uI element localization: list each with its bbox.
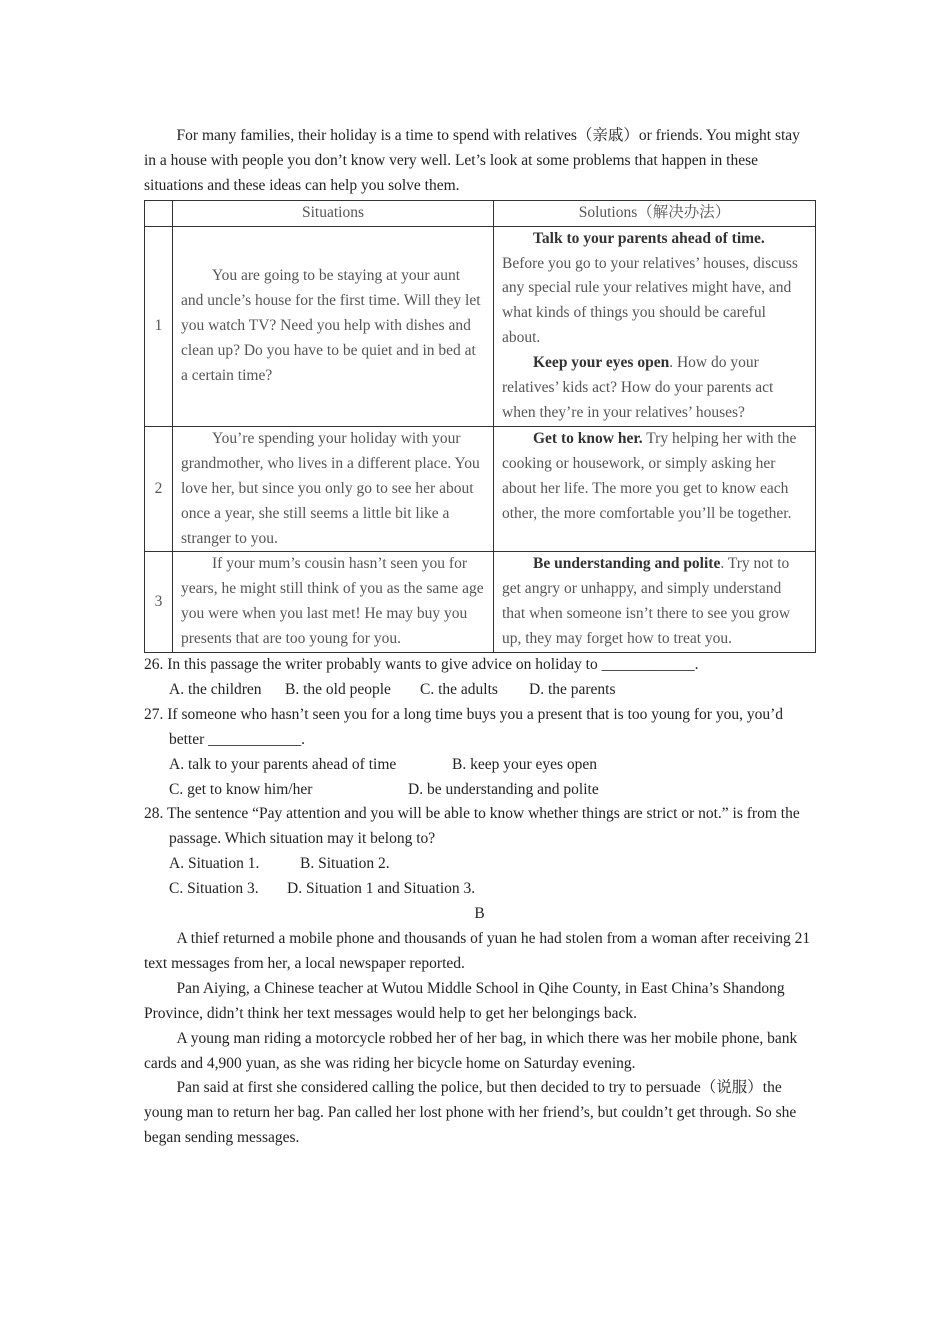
solution-cell — [494, 426, 816, 552]
solution-heading: Be understanding and polite — [533, 555, 721, 573]
row-number: 1 — [145, 226, 173, 426]
table-header-row — [145, 200, 816, 226]
intro-paragraph: For many families, their holiday is a time to spend with relatives（亲戚）or friends. You might stay in a house with people you don’t know very well. Let’s look at some problems that happen in these situations and these ideas can help you solve them. — [144, 127, 800, 194]
question-26 — [144, 653, 815, 703]
solution-paragraph — [502, 552, 807, 652]
solution-paragraph — [502, 427, 807, 527]
option-b: B. Situation 2. — [300, 855, 390, 873]
situation-text: You’re spending your holiday with your grandmother, who lives in a different place. You love her, but since you only go to see her about once a year, she still seems a little bit like a stranger to you. — [181, 429, 480, 547]
row-number: 3 — [145, 552, 173, 653]
option-b: B. keep your eyes open — [452, 755, 598, 773]
options-line — [144, 877, 815, 902]
option-a: A. talk to your parents ahead of time — [169, 755, 397, 773]
header-solutions: Solutions（解决办法） — [494, 200, 816, 226]
situation-cell — [173, 552, 494, 653]
options-line — [144, 753, 815, 778]
question-28 — [144, 802, 815, 902]
solution-heading: Get to know her. — [533, 429, 643, 447]
header-situations: Situations — [173, 200, 494, 226]
option-c: C. Situation 3. — [169, 880, 259, 898]
options-line — [144, 678, 815, 703]
solution-cell — [494, 226, 816, 426]
option-d: D. the parents — [529, 680, 616, 698]
options-line — [144, 778, 815, 803]
question-27 — [144, 703, 815, 803]
table-row — [145, 426, 816, 552]
question-stem: 28. The sentence “Pay attention and you will be able to know whether things are strict or not.” is from the passage. Which situation may it belong to? — [144, 805, 800, 848]
solution-heading: Talk to your parents ahead of time. — [533, 229, 765, 247]
options-line — [144, 852, 815, 877]
situations-table — [144, 200, 816, 653]
option-d: D. Situation 1 and Situation 3. — [287, 880, 476, 898]
section-heading: B — [474, 905, 485, 923]
option-b: B. the old people — [285, 680, 391, 698]
solution-text: Try helping her with the cooking or housework, or simply asking her about her life. The more you get to know each other, the more comfortable you’ll be together. — [502, 429, 797, 522]
situation-text: You are going to be staying at your aunt and uncle’s house for the first time. Will they let you watch TV? Need you help with dishes and clean up? Do you have to be quiet and in bed at a certain time? — [181, 266, 481, 384]
header-num — [145, 200, 173, 226]
solution-text: . Try not to get angry or unhappy, and simply understand that when someone isn’t there to see you grow up, they may forget how to treat you. — [502, 555, 791, 648]
option-a: A. the children — [169, 680, 262, 698]
passage-paragraph: A thief returned a mobile phone and thousands of yuan he had stolen from a woman after receiving 21 text messages from her, a local newspaper reported. — [144, 930, 811, 972]
row-number: 2 — [145, 426, 173, 552]
option-c: C. get to know him/her — [169, 780, 313, 798]
situation-cell — [173, 426, 494, 552]
solution-heading: Keep your eyes open — [533, 354, 670, 372]
situation-text: If your mum’s cousin hasn’t seen you for years, he might still think of you as the same age you were when you last met! He may buy you presents that are too young for you. — [181, 555, 484, 648]
solution-paragraph — [502, 351, 807, 426]
question-stem: 27. If someone who hasn’t seen you for a long time buys you a present that is too young for you, you’d better ____________. — [144, 705, 783, 748]
document-page — [144, 124, 815, 1151]
passage-paragraph: Pan said at first she considered calling the police, but then decided to try to persuade（说服）the young man to return her bag. Pan called her lost phone with her friend’s, but couldn’t get through. So she began sending messages. — [144, 1079, 797, 1147]
table-row — [145, 226, 816, 426]
question-stem: 26. In this passage the writer probably wants to give advice on holiday to ____________. — [144, 656, 699, 674]
solution-text: . How do your relatives’ kids act? How do your parents act when they’re in your relatives’ houses? — [502, 354, 774, 421]
option-d: D. be understanding and polite — [408, 780, 599, 798]
solution-text: Before you go to your relatives’ houses, discuss any special rule your relatives might have, and what kinds of things you should be careful about. — [502, 254, 798, 347]
solution-cell — [494, 552, 816, 653]
table-row — [145, 552, 816, 653]
option-c: C. the adults — [420, 680, 498, 698]
passage-paragraph: A young man riding a motorcycle robbed her of her bag, in which there was her mobile phone, bank cards and 4,900 yuan, as she was riding her bicycle home on Saturday evening. — [144, 1029, 798, 1072]
passage-paragraph: Pan Aiying, a Chinese teacher at Wutou Middle School in Qihe County, in East China’s Shandong Province, didn’t think her text messages would help to get her belongings back. — [144, 979, 785, 1022]
option-a: A. Situation 1. — [169, 855, 260, 873]
solution-paragraph — [502, 227, 807, 352]
situation-cell — [173, 226, 494, 426]
